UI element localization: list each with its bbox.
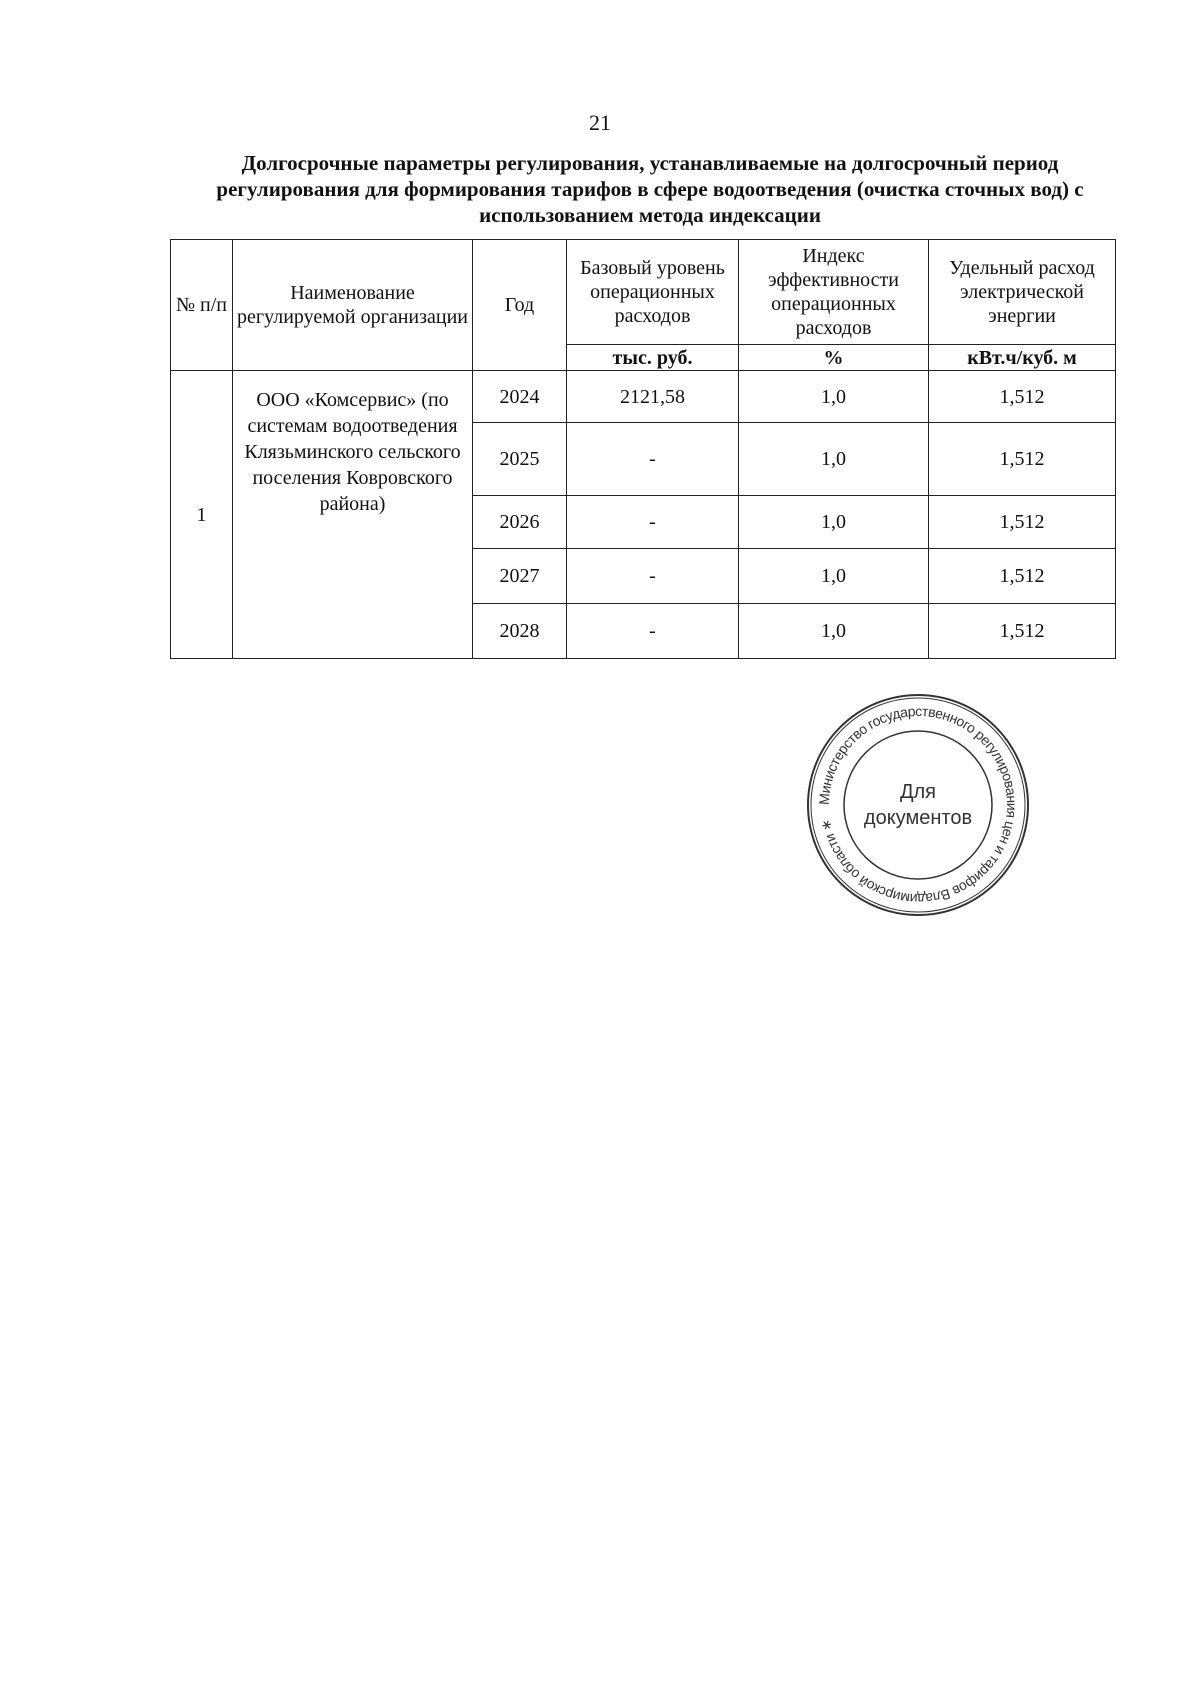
header-base-level: Базовый уровень операционных расходов: [567, 240, 739, 345]
cell-efficiency-index: 1,0: [739, 549, 929, 604]
unit-base-level: тыс. руб.: [567, 345, 739, 371]
cell-year: 2024: [473, 371, 567, 423]
cell-base-level: -: [567, 549, 739, 604]
header-efficiency-index: Индекс эффективности операционных расходов: [739, 240, 929, 345]
stamp-inner-ring: [844, 731, 992, 879]
header-energy-consumption: Удельный расход электрической энергии: [929, 240, 1116, 345]
stamp-center-line1: Для: [899, 781, 937, 803]
cell-energy-consumption: 1,512: [929, 371, 1116, 423]
document-title: Долгосрочные параметры регулирования, устанавливаемые на долгосрочный период регулирования для формирования тарифов в сфере водоотведения (очистка сточных вод) с использованием метода индексации: [216, 151, 1084, 227]
cell-year: 2025: [473, 423, 567, 496]
stamp-outer-ring: [808, 695, 1028, 915]
stamp-ring-text: Министерство государственного регулирования цен и тарифов Владимирской области ∗: [815, 702, 1021, 908]
cell-base-level: 2121,58: [567, 371, 739, 423]
cell-base-level: -: [567, 423, 739, 496]
stamp-center-line2: документов: [863, 807, 973, 829]
cell-efficiency-index: 1,0: [739, 423, 929, 496]
header-year: Год: [473, 240, 567, 371]
unit-energy-consumption: кВт.ч/куб. м: [929, 345, 1116, 371]
unit-efficiency-index: %: [739, 345, 929, 371]
ministry-stamp: [803, 690, 1033, 920]
cell-efficiency-index: 1,0: [739, 371, 929, 423]
table-row: [171, 371, 1116, 423]
header-organization: Наименование регулируемой организации: [233, 240, 473, 371]
cell-year: 2026: [473, 496, 567, 549]
cell-energy-consumption: 1,512: [929, 496, 1116, 549]
stamp-outer-ring-inner: [811, 698, 1025, 912]
header-num: № п/п: [171, 240, 233, 371]
parameters-table: [170, 239, 1116, 659]
cell-energy-consumption: 1,512: [929, 423, 1116, 496]
organization-name: ООО «Комсервис» (по системам водоотведения Клязьминского сельского поселения Ковровского района): [233, 371, 473, 659]
cell-energy-consumption: 1,512: [929, 549, 1116, 604]
cell-year: 2027: [473, 549, 567, 604]
cell-efficiency-index: 1,0: [739, 604, 929, 659]
cell-base-level: -: [567, 604, 739, 659]
cell-energy-consumption: 1,512: [929, 604, 1116, 659]
cell-year: 2028: [473, 604, 567, 659]
cell-efficiency-index: 1,0: [739, 496, 929, 549]
row-number: 1: [171, 371, 233, 659]
page-number: 21: [589, 110, 611, 135]
cell-base-level: -: [567, 496, 739, 549]
